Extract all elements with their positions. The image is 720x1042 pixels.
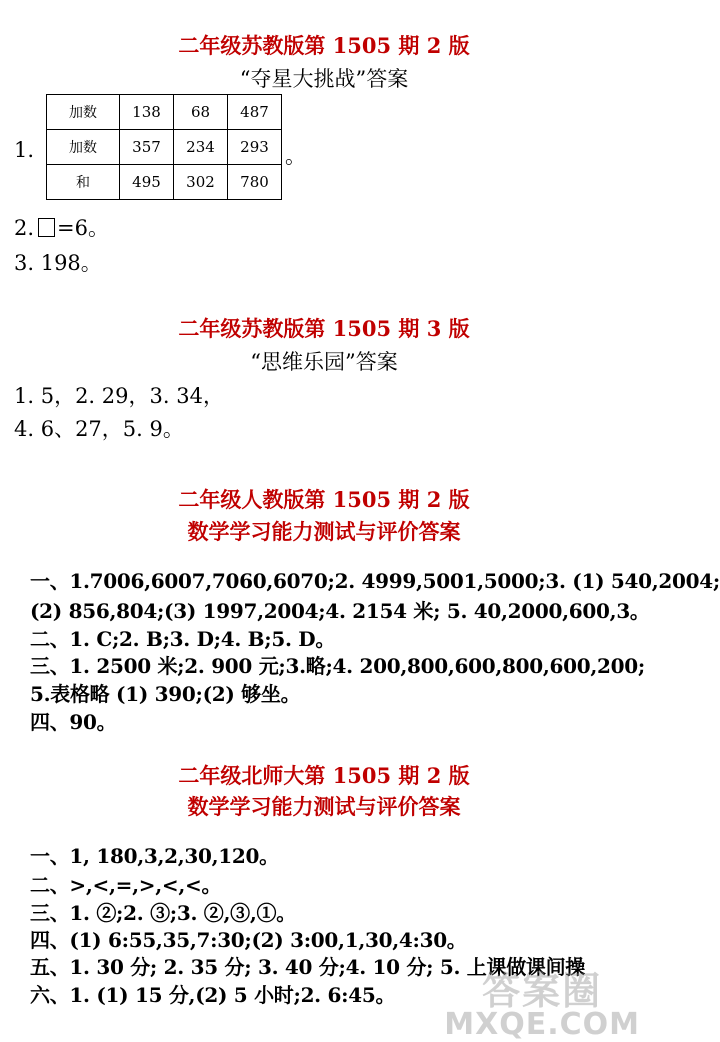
item2: [14, 212, 109, 242]
blank-box-icon: [38, 218, 55, 237]
addition-table: [46, 94, 282, 200]
section1-subtitle: “夺星大挑战”答案: [239, 67, 409, 91]
table-cell: 68: [174, 95, 228, 130]
section4-title: 二年级北师大第 1505 期 2 版: [178, 763, 470, 788]
item2-text: =6。: [57, 216, 110, 240]
table-cell: 780: [228, 165, 282, 200]
section4-line-6: 六、1. (1) 15 分,(2) 5 小时;2. 6:45。: [30, 983, 396, 1007]
table-row: [47, 95, 282, 130]
table-cell: 234: [174, 130, 228, 165]
section4-line-5: 五、1. 30 分; 2. 35 分; 3. 40 分;4. 10 分; 5. 上课做课间操: [30, 955, 586, 979]
table-cell: 加数: [47, 95, 120, 130]
section4-line-2: 二、>,<,=,>,<,<。: [30, 873, 222, 897]
section4-line-1: 一、1, 180,3,2,30,120。: [30, 844, 279, 868]
table-row: [47, 130, 282, 165]
watermark-bottom: MXQE.COM: [444, 1007, 640, 1042]
section3-subtitle: 数学学习能力测试与评价答案: [187, 519, 461, 544]
section1-title: 二年级苏教版第 1505 期 2 版: [178, 33, 470, 58]
item1-number: 1.: [14, 138, 35, 162]
section3-line-5: 5.表格略 (1) 390;(2) 够坐。: [30, 682, 301, 706]
section2-line-2: 4. 6、27，5. 9。: [14, 417, 184, 441]
section4-line-4: 四、(1) 6:55,35,7:30;(2) 3:00,1,30,4:30。: [30, 928, 467, 952]
watermark-top: 答案圈: [482, 969, 603, 1013]
section2-subtitle: “思维乐园”答案: [250, 350, 398, 374]
section3-line-6: 四、90。: [30, 710, 117, 734]
section3-line-2: (2) 856,804;(3) 1997,2004;4. 2154 米; 5. 40,2000,600,3。: [30, 599, 650, 623]
section4-line-3: 三、1. ②;2. ③;3. ②,③,①。: [30, 901, 296, 925]
table-row: [47, 165, 282, 200]
section3-line-4: 三、1. 2500 米;2. 900 元;3.略;4. 200,800,600,800,600,200;: [30, 654, 645, 678]
table-cell: 和: [47, 165, 120, 200]
table-cell: 487: [228, 95, 282, 130]
item3: 3. 198。: [14, 251, 102, 275]
table-cell: 138: [120, 95, 174, 130]
table-cell: 357: [120, 130, 174, 165]
item2-number: 2.: [14, 216, 35, 240]
table-cell: 495: [120, 165, 174, 200]
section3-line-1: 一、1.7006,6007,7060,6070;2. 4999,5001,5000;3. (1) 540,2004;: [30, 569, 720, 593]
table-cell: 302: [174, 165, 228, 200]
table-cell: 293: [228, 130, 282, 165]
section3-title: 二年级人教版第 1505 期 2 版: [178, 487, 470, 512]
site-watermark: [444, 969, 640, 1042]
section2-title: 二年级苏教版第 1505 期 3 版: [178, 316, 470, 341]
table-cell: 加数: [47, 130, 120, 165]
section3-line-3: 二、1. C;2. B;3. D;4. B;5. D。: [30, 627, 336, 651]
section2-line-1: 1. 5，2. 29，3. 34，: [14, 384, 224, 408]
item1-suffix: 。: [285, 144, 306, 168]
section4-subtitle: 数学学习能力测试与评价答案: [187, 794, 461, 819]
